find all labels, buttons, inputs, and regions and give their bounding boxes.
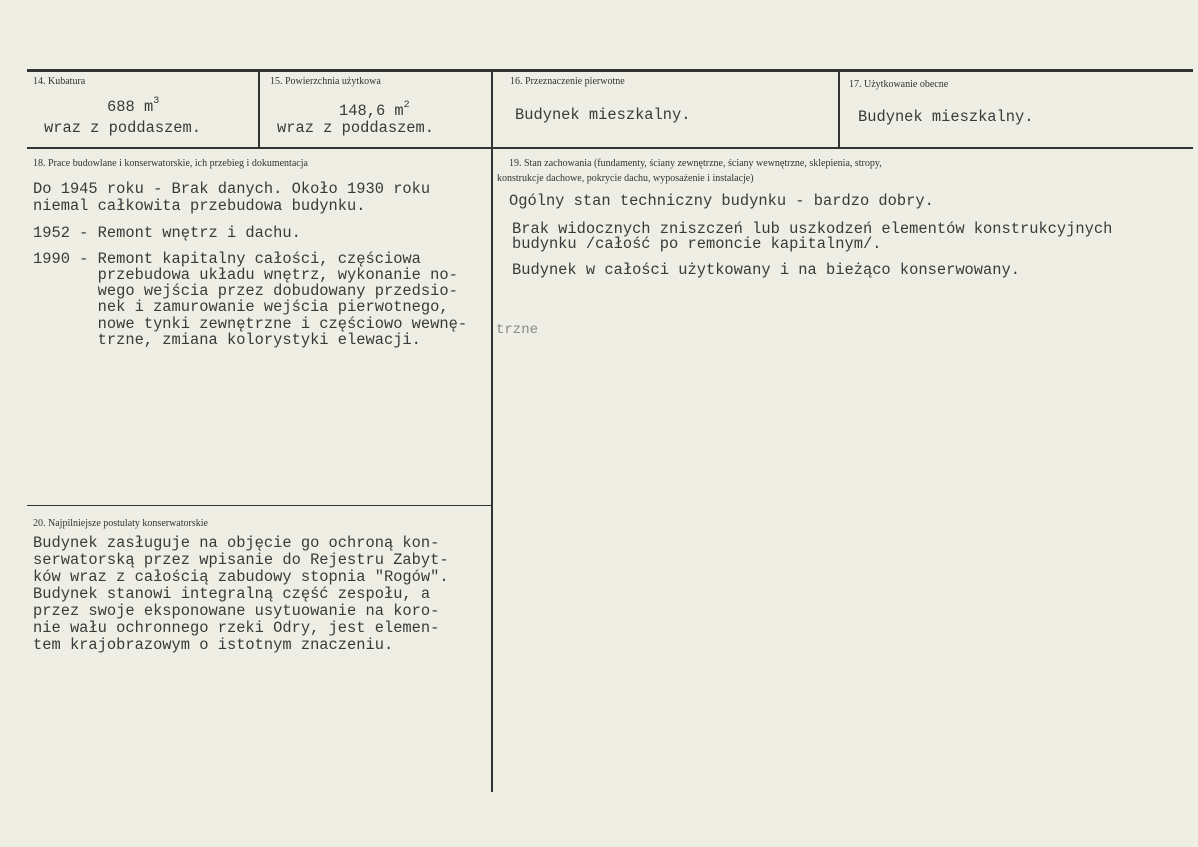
field-14-label: 14. Kubatura bbox=[33, 76, 86, 87]
field-20-line-1: Budynek zasługuje na objęcie go ochroną kon- bbox=[33, 534, 440, 552]
field-18-entry-3-line-2: przebudowa układu wnętrz, wykonanie no- bbox=[33, 266, 458, 284]
field-15-unit-exponent: 2 bbox=[403, 100, 410, 111]
field-18-entry-3-line-4: nek i zamurowanie wejścia pierwotnego, bbox=[33, 298, 449, 316]
top-rule bbox=[27, 69, 1193, 72]
field-20-line-2: serwatorską przez wpisanie do Rejestru Zabyt- bbox=[33, 551, 449, 569]
field-18-entry-1-line-1: Do 1945 roku - Brak danych. Około 1930 roku bbox=[33, 180, 431, 198]
divider-16-17 bbox=[838, 70, 840, 148]
field-14-value bbox=[107, 96, 160, 118]
field-18-entry-3-line-3: wego wejścia przez dobudowany przedsio- bbox=[33, 282, 458, 300]
field-18-entry-3-line-1: 1990 - Remont kapitalny całości, częściowa bbox=[33, 250, 421, 268]
field-15-area: 148,6 m bbox=[339, 102, 404, 120]
field-17-value: Budynek mieszkalny. bbox=[858, 108, 1034, 126]
lower-left-rule bbox=[27, 505, 491, 506]
field-18-entry-1-line-2: niemal całkowita przebudowa budynku. bbox=[33, 197, 366, 215]
field-16-value: Budynek mieszkalny. bbox=[515, 106, 691, 124]
field-19-label-line-2: konstrukcje dachowe, pokrycie dachu, wyposażenie i instalacje) bbox=[497, 173, 754, 184]
divider-14-15 bbox=[258, 70, 260, 148]
field-18-label: 18. Prace budowlane i konserwatorskie, ich przebieg i dokumentacja bbox=[33, 158, 308, 169]
field-15-label: 15. Powierzchnia użytkowa bbox=[270, 76, 381, 87]
field-18-overflow-text: trzne bbox=[496, 322, 539, 338]
field-17-label: 17. Użytkowanie obecne bbox=[849, 79, 949, 90]
field-14-volume: 688 m bbox=[107, 98, 154, 116]
field-19-label-line-1: 19. Stan zachowania (fundamenty, ściany zewnętrzne, ściany wewnętrzne, sklepienia, stropy, bbox=[509, 158, 882, 169]
mid-rule bbox=[27, 147, 1193, 149]
field-20-line-4: Budynek stanowi integralną część zespołu, a bbox=[33, 585, 431, 603]
field-18-entry-3-line-5: nowe tynki zewnętrzne i częściowo wewnę- bbox=[33, 315, 468, 333]
field-14-unit-exponent: 3 bbox=[153, 96, 160, 107]
field-19-paragraph-2-line-2: budynku /całość po remoncie kapitalnym/. bbox=[512, 235, 882, 253]
field-16-label: 16. Przeznaczenie pierwotne bbox=[510, 76, 625, 87]
field-20-label: 20. Najpilniejsze postulaty konserwatorskie bbox=[33, 518, 208, 529]
field-20-line-7: tem krajobrazowym o istotnym znaczeniu. bbox=[33, 636, 394, 654]
field-19-paragraph-1: Ogólny stan techniczny budynku - bardzo dobry. bbox=[509, 192, 934, 210]
field-19-paragraph-2-line-1: Brak widocznych zniszczeń lub uszkodzeń elementów konstrukcyjnych bbox=[512, 220, 1113, 238]
field-20-line-5: przez swoje eksponowane usytuowanie na koro- bbox=[33, 602, 440, 620]
field-18-entry-3-line-6: trzne, zmiana kolorystyki elewacji. bbox=[33, 331, 421, 349]
field-18-entry-2-line-1: 1952 - Remont wnętrz i dachu. bbox=[33, 224, 301, 242]
field-19-paragraph-3: Budynek w całości użytkowany i na bieżąco konserwowany. bbox=[512, 261, 1020, 279]
divider-15-16 bbox=[491, 70, 493, 792]
field-20-line-6: nie wału ochronnego rzeki Odry, jest elemen- bbox=[33, 619, 440, 637]
field-15-note: wraz z poddaszem. bbox=[277, 119, 435, 137]
field-20-line-3: ków wraz z całością zabudowy stopnia "Rogów". bbox=[33, 568, 449, 586]
field-14-note: wraz z poddaszem. bbox=[44, 119, 202, 137]
